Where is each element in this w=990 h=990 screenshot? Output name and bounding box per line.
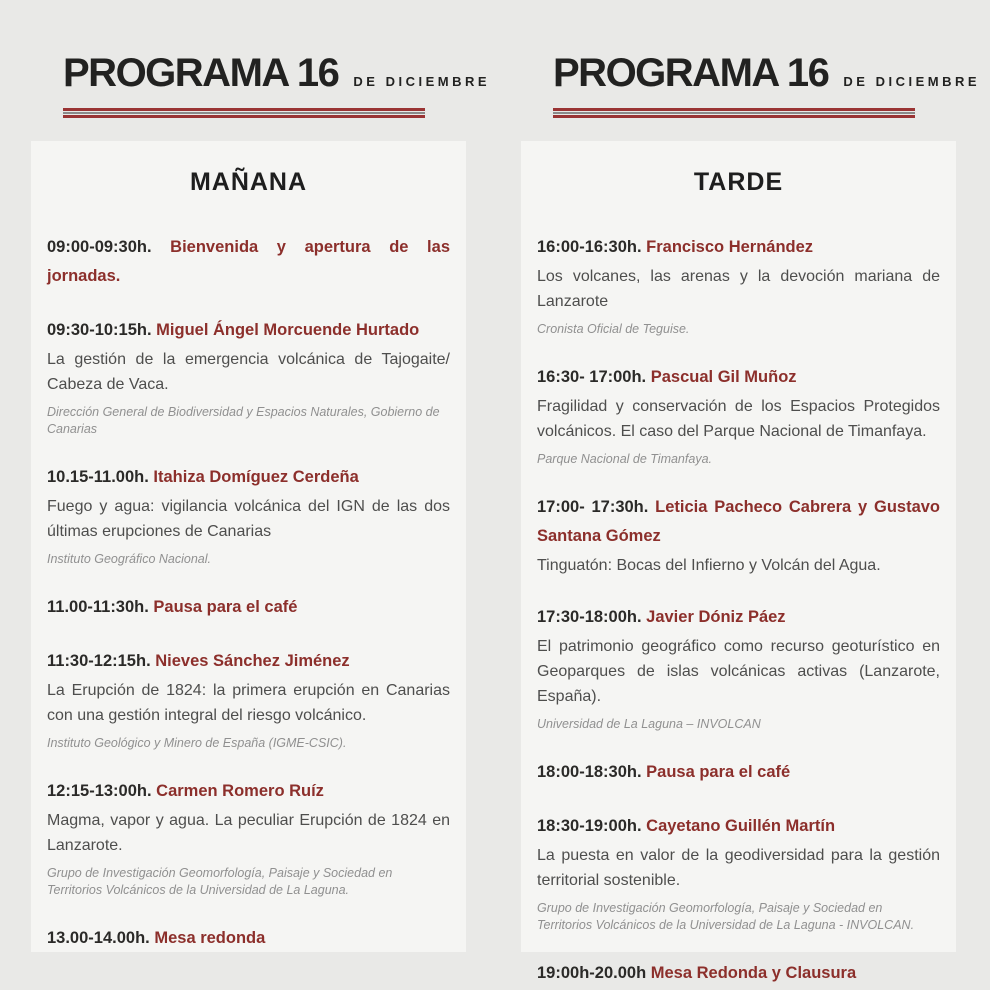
session-description: Tinguatón: Bocas del Infierno y Volcán del Agua.	[537, 557, 881, 574]
session-title: Pascual Gil Muñoz	[650, 368, 797, 386]
session-list-morning	[47, 233, 450, 953]
session-head	[47, 316, 450, 345]
session-time: 10.15-11.00h.	[47, 468, 149, 486]
session-item	[537, 363, 940, 468]
session-item	[47, 593, 450, 622]
program-title: PROGRAMA 16	[63, 51, 339, 95]
session-description: Magma, vapor y agua. La peculiar Erupción de 1824 en Lanzarote.	[47, 812, 450, 854]
session-head	[47, 233, 450, 291]
session-title: Cayetano Guillén Martín	[646, 817, 836, 835]
program-date: DE DICIEMBRE	[843, 74, 981, 89]
session-affiliation: Grupo de Investigación Geomorfología, Paisaje y Sociedad en Territorios Volcánicos de la Universidad de La Laguna.	[47, 866, 393, 897]
session-title: Carmen Romero Ruíz	[156, 782, 324, 800]
session-item	[537, 959, 940, 988]
session-item	[47, 647, 450, 752]
session-affiliation: Parque Nacional de Timanfaya.	[537, 452, 712, 466]
program-column-afternoon	[521, 0, 981, 982]
session-title: Itahiza Domíguez Cerdeña	[153, 468, 359, 486]
header-divider	[553, 108, 915, 118]
schedule-panel-morning	[31, 141, 466, 952]
session-description: El patrimonio geográfico como recurso geoturístico en Geoparques de islas volcánicas activas (Lanzarote, España).	[537, 638, 940, 705]
program-title-row	[63, 51, 491, 95]
session-title: Nieves Sánchez Jiménez	[155, 652, 350, 670]
session-affiliation: Grupo de Investigación Geomorfología, Paisaje y Sociedad en Territorios Volcánicos de la Universidad de La Laguna - INVOLCAN.	[537, 901, 915, 932]
session-time: 19:00h-20.00h	[537, 964, 647, 982]
session-title: Mesa redonda	[154, 929, 266, 947]
session-head	[47, 647, 450, 676]
session-title: Javier Dóniz Páez	[646, 608, 786, 626]
session-title: Pausa para el café	[153, 598, 298, 616]
session-time: 11:30-12:15h.	[47, 652, 151, 670]
session-affiliation: Dirección General de Biodiversidad y Espacios Naturales, Gobierno de Canarias	[47, 405, 440, 436]
session-description: Fuego y agua: vigilancia volcánica del IGN de las dos últimas erupciones de Canarias	[47, 498, 450, 540]
session-item	[537, 758, 940, 787]
program-header-afternoon	[553, 51, 981, 118]
session-affiliation: Universidad de La Laguna – INVOLCAN	[537, 717, 761, 731]
session-head	[537, 812, 940, 841]
session-time: 17:30-18:00h.	[537, 608, 642, 626]
session-item	[537, 812, 940, 934]
session-title: Mesa Redonda y Clausura	[650, 964, 857, 982]
header-divider	[63, 108, 425, 118]
session-item	[47, 463, 450, 568]
session-affiliation: Instituto Geográfico Nacional.	[47, 552, 211, 566]
session-description: La gestión de la emergencia volcánica de Tajogaite/ Cabeza de Vaca.	[47, 351, 450, 393]
program-column-morning	[31, 0, 491, 947]
session-item	[47, 233, 450, 291]
panel-title-tarde: TARDE	[693, 168, 784, 196]
session-title: Pausa para el café	[646, 763, 791, 781]
session-title: Miguel Ángel Morcuende Hurtado	[156, 321, 420, 339]
program-title: PROGRAMA 16	[553, 51, 829, 95]
session-item	[47, 924, 450, 953]
program-date: DE DICIEMBRE	[353, 74, 491, 89]
session-time: 12:15-13:00h.	[47, 782, 152, 800]
program-title-row	[553, 51, 981, 95]
session-time: 09:30-10:15h.	[47, 321, 152, 339]
session-time: 18:00-18:30h.	[537, 763, 642, 781]
session-item	[537, 493, 940, 578]
session-time: 16:00-16:30h.	[537, 238, 642, 256]
session-time: 09:00-09:30h.	[47, 238, 152, 256]
session-list-afternoon	[537, 233, 940, 988]
session-head	[537, 493, 940, 551]
session-head	[47, 593, 450, 622]
program-header-morning	[63, 51, 491, 118]
session-item	[47, 777, 450, 899]
session-description: La puesta en valor de la geodiversidad para la gestión territorial sostenible.	[537, 847, 940, 889]
schedule-panel-afternoon	[521, 141, 956, 982]
session-affiliation: Cronista Oficial de Teguise.	[537, 322, 690, 336]
session-head	[537, 233, 940, 262]
session-item	[47, 316, 450, 438]
session-title: Bienvenida y apertura de las jornadas.	[47, 238, 450, 285]
session-item	[537, 603, 940, 733]
session-time: 17:00- 17:30h.	[537, 498, 649, 516]
session-affiliation: Instituto Geológico y Minero de España (IGME-CSIC).	[47, 736, 347, 750]
session-time: 18:30-19:00h.	[537, 817, 642, 835]
session-item	[537, 233, 940, 338]
session-head	[537, 363, 940, 392]
panel-title-manana: MAÑANA	[189, 168, 308, 196]
session-time: 13.00-14.00h.	[47, 929, 150, 947]
session-head	[47, 463, 450, 492]
session-head	[537, 758, 940, 787]
session-time: 11.00-11:30h.	[47, 598, 149, 616]
session-head	[47, 924, 450, 953]
session-title: Leticia Pacheco Cabrera y Gustavo Santana Gómez	[537, 498, 940, 545]
session-head	[537, 603, 940, 632]
session-description: La Erupción de 1824: la primera erupción en Canarias con una gestión integral del riesgo volcánico.	[47, 682, 450, 724]
session-head	[537, 959, 940, 988]
session-description: Fragilidad y conservación de los Espacios Protegidos volcánicos. El caso del Parque Nacional de Timanfaya.	[537, 398, 940, 440]
session-time: 16:30- 17:00h.	[537, 368, 647, 386]
session-head	[47, 777, 450, 806]
session-description: Los volcanes, las arenas y la devoción mariana de Lanzarote	[537, 268, 940, 310]
session-title: Francisco Hernández	[646, 238, 814, 256]
